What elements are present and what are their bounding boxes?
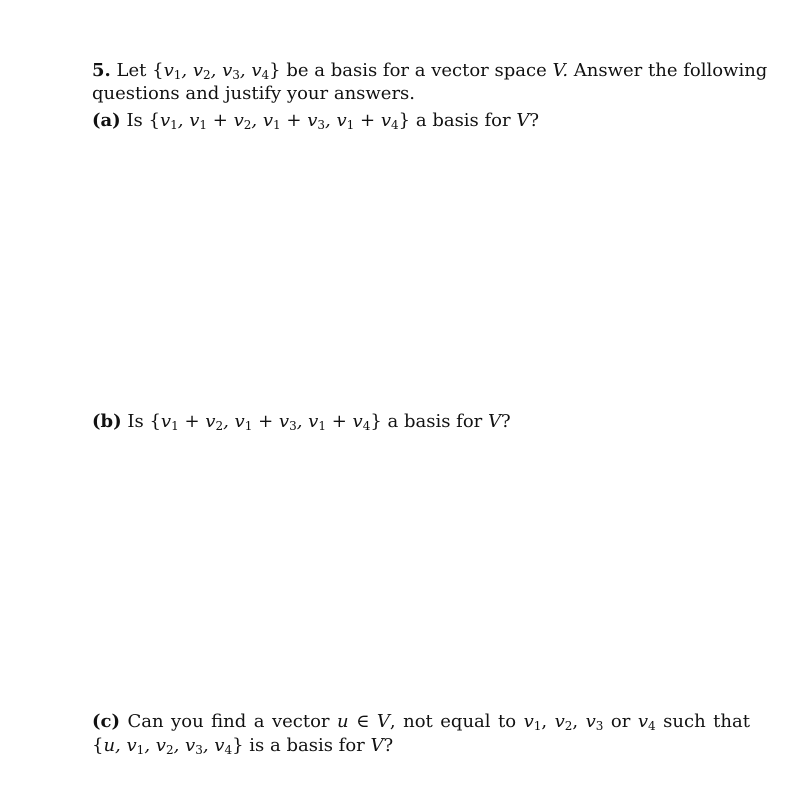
part-b-prefix: Is (127, 411, 144, 432)
part-b (92, 411, 750, 433)
basis-set: {$v_1$, $v_2$, $v_3$, $v_4$} (152, 60, 281, 82)
part-c-v: V, (376, 711, 396, 732)
part-a-var: V (516, 110, 530, 131)
part-c-or: or (610, 711, 631, 732)
part-c-line-1 (92, 711, 750, 733)
part-b-var: V (488, 411, 502, 432)
part-c-v1: $v_1$, (523, 711, 548, 733)
problem-number: 5. (92, 60, 111, 81)
part-c-v3: $v_3$ (585, 711, 604, 733)
part-c-set: {u, $v_1$, $v_2$, $v_3$, $v_4$} (92, 735, 244, 757)
space-var: V. (552, 60, 569, 81)
part-b-label: (b) (92, 411, 122, 432)
intro-let: Let (116, 60, 147, 81)
part-a-suffix: a basis for (415, 110, 511, 131)
part-c-end: ? (383, 735, 394, 756)
part-c-line-2 (92, 735, 750, 757)
part-c-text-b: not equal to (403, 711, 517, 732)
problem-intro-line-2: questions and justify your answers. (92, 83, 416, 104)
part-c-suffix: is a basis for (249, 735, 365, 756)
part-c-v4: $v_4$ (637, 711, 656, 733)
part-c-text-c: such that (663, 711, 750, 732)
part-c-var: V (370, 735, 384, 756)
part-c-in: ∈ (356, 711, 370, 732)
part-a-label: (a) (92, 110, 121, 131)
part-a-prefix: Is (126, 110, 143, 131)
part-c-u: u (337, 711, 349, 732)
part-b-set: {$v_1 + v_2$, $v_1 + v_3$, $v_1 + v_4$} (149, 411, 382, 433)
part-c-text-a: Can you find a vector (127, 711, 330, 732)
part-a (92, 110, 750, 132)
part-b-suffix: a basis for (387, 411, 483, 432)
intro-basis-text: be a basis for a vector space (286, 60, 547, 81)
problem-intro-line-1 (92, 60, 768, 82)
part-a-end: ? (529, 110, 540, 131)
part-a-set: {$v_1$, $v_1 + v_2$, $v_1 + v_3$, $v_1 + v_4$} (148, 110, 411, 132)
part-c-label: (c) (92, 711, 120, 732)
intro-answer-text: Answer the following (573, 60, 768, 81)
part-b-end: ? (501, 411, 511, 432)
part-c-v2: $v_2$, (554, 711, 579, 733)
